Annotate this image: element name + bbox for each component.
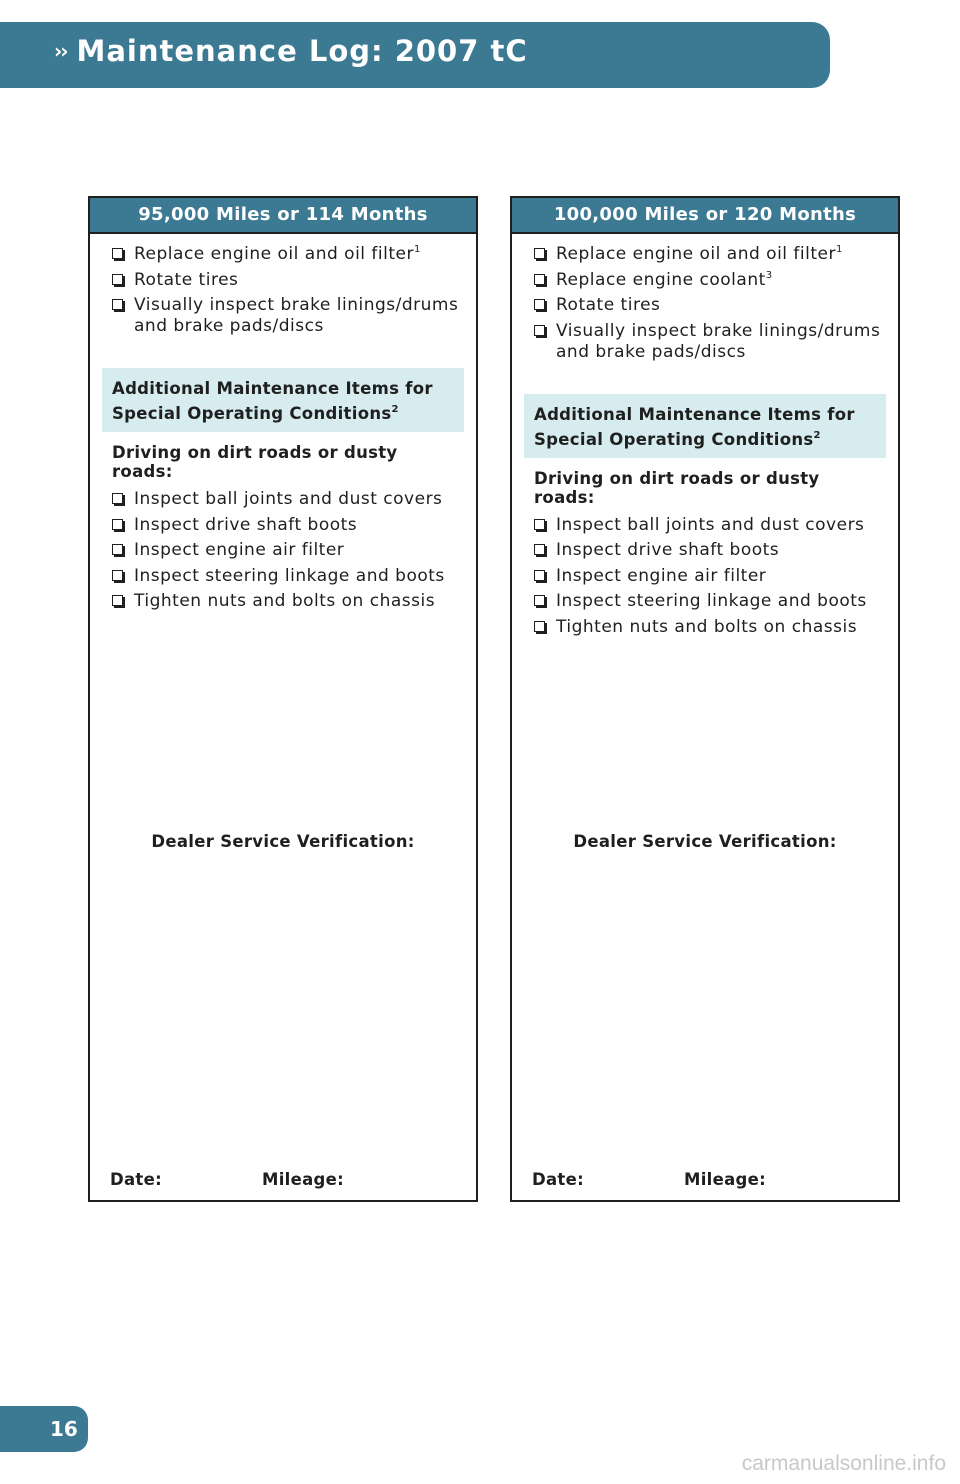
- condition-subhead: Driving on dirt roads or dusty roads:: [534, 468, 820, 507]
- checkbox-icon[interactable]: [534, 274, 545, 285]
- footnote-ref: 1: [413, 244, 421, 255]
- dealer-verification-label: Dealer Service Verification:: [573, 832, 837, 851]
- checkbox-icon[interactable]: [534, 595, 545, 606]
- dealer-verification-label: Dealer Service Verification:: [151, 832, 415, 851]
- checkbox-icon[interactable]: [112, 544, 123, 555]
- page-number: 16: [50, 1417, 78, 1441]
- page-title-text: Maintenance Log: 2007 tC: [76, 34, 528, 68]
- page-title: [54, 34, 528, 68]
- checkbox-icon[interactable]: [534, 299, 545, 310]
- task-item: [524, 617, 886, 638]
- date-label: Date:: [110, 1170, 163, 1189]
- footnote-ref: 2: [391, 404, 399, 415]
- checkbox-icon[interactable]: [112, 493, 123, 504]
- task-text: Tighten nuts and bolts on chassis: [556, 616, 858, 637]
- task-text: Tighten nuts and bolts on chassis: [134, 591, 436, 611]
- special-conditions-title: Additional Maintenance Items for Special Operating Conditions: [534, 404, 855, 449]
- special-conditions-box: [102, 368, 464, 432]
- special-task-list: [524, 515, 886, 638]
- task-text: Visually inspect brake linings/drums and brake pads/discs: [134, 295, 459, 336]
- maintenance-panel-100000: [510, 196, 900, 1202]
- task-text: Inspect ball joints and dust covers: [556, 514, 865, 535]
- task-item: [102, 591, 464, 612]
- special-conditions-box: [524, 394, 886, 458]
- panel-heading: 95,000 Miles or 114 Months: [90, 198, 476, 234]
- footnote-ref: 2: [813, 429, 821, 441]
- task-item: [102, 244, 464, 265]
- mileage-label: Mileage:: [684, 1170, 767, 1189]
- task-item: [102, 566, 464, 587]
- task-text: Inspect drive shaft boots: [134, 514, 358, 535]
- task-item: [524, 295, 886, 316]
- task-text: Inspect steering linkage and boots: [134, 565, 445, 586]
- task-item: [524, 540, 886, 561]
- task-text: Rotate tires: [556, 295, 661, 315]
- task-item: [102, 540, 464, 561]
- checkbox-icon[interactable]: [112, 519, 123, 530]
- footnote-ref: 1: [835, 244, 843, 255]
- task-text: Replace engine oil and oil filter: [556, 244, 836, 264]
- task-item: [524, 270, 886, 291]
- task-item: [524, 591, 886, 612]
- special-conditions-title: Additional Maintenance Items for Special Operating Conditions: [112, 379, 433, 423]
- task-item: [524, 515, 886, 536]
- task-text: Inspect drive shaft boots: [556, 540, 780, 560]
- task-text: Inspect engine air filter: [556, 565, 767, 586]
- mileage-label: Mileage:: [262, 1170, 345, 1189]
- checkbox-icon[interactable]: [112, 570, 123, 581]
- task-list: [102, 244, 464, 337]
- condition-subhead: Driving on dirt roads or dusty roads:: [112, 443, 398, 481]
- footnote-ref: 3: [765, 269, 773, 281]
- task-item: [524, 321, 886, 363]
- task-text: Inspect ball joints and dust covers: [134, 489, 443, 509]
- panel-heading: 100,000 Miles or 120 Months: [512, 198, 898, 234]
- task-text: Visually inspect brake linings/drums and brake pads/discs: [556, 320, 881, 362]
- checkbox-icon[interactable]: [534, 544, 545, 555]
- task-item: [102, 515, 464, 536]
- special-task-list: [102, 489, 464, 612]
- checkbox-icon[interactable]: [534, 621, 545, 632]
- maintenance-panel-95000: [88, 196, 478, 1202]
- task-text: Inspect steering linkage and boots: [556, 591, 867, 611]
- task-text: Rotate tires: [134, 269, 239, 290]
- checkbox-icon[interactable]: [534, 570, 545, 581]
- task-item: [102, 270, 464, 291]
- checkbox-icon[interactable]: [112, 274, 123, 285]
- checkbox-icon[interactable]: [534, 248, 545, 259]
- task-text: Replace engine coolant: [556, 269, 766, 290]
- task-text: Inspect engine air filter: [134, 540, 345, 560]
- checkbox-icon[interactable]: [112, 595, 123, 606]
- watermark: carmanualsonline.info: [741, 1452, 946, 1475]
- task-item: [524, 566, 886, 587]
- task-item: [102, 295, 464, 337]
- checkbox-icon[interactable]: [112, 299, 123, 310]
- checkbox-icon[interactable]: [534, 325, 545, 336]
- date-label: Date:: [532, 1170, 585, 1189]
- checkbox-icon[interactable]: [112, 248, 123, 259]
- task-item: [102, 489, 464, 510]
- task-text: Replace engine oil and oil filter: [134, 244, 414, 264]
- chevron-right-icon: ››: [54, 39, 67, 63]
- checkbox-icon[interactable]: [534, 519, 545, 530]
- task-list: [524, 244, 886, 363]
- task-item: [524, 244, 886, 265]
